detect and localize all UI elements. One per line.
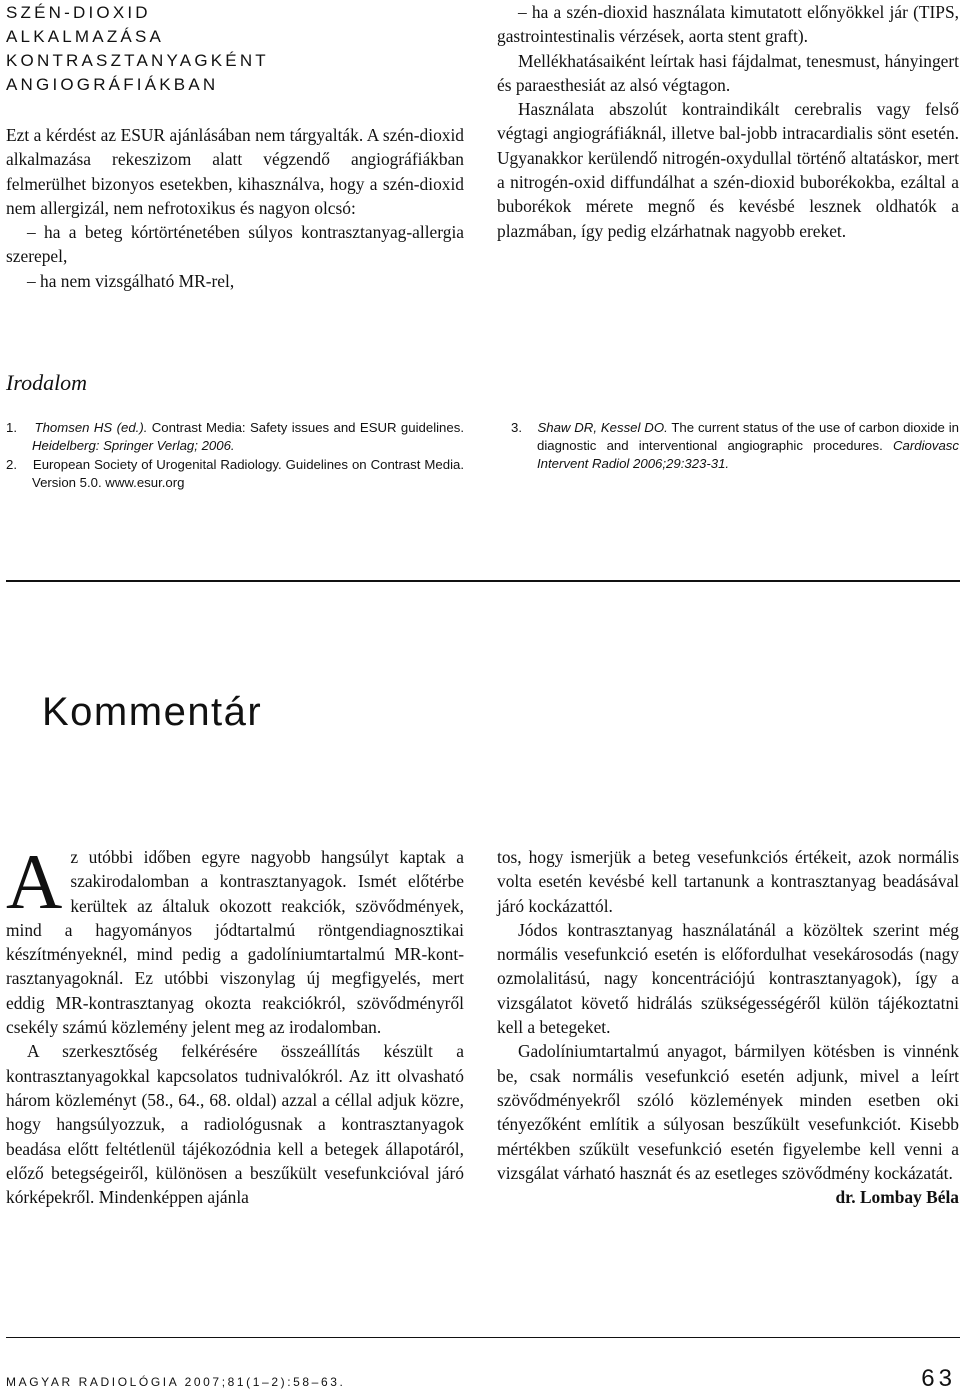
list-item: – ha a beteg kórtörténetében súlyos kontrasztanyag-allergia szerepel, <box>6 222 464 267</box>
section-title <box>6 2 464 96</box>
paragraph: Mellékhatásaiként leírtak hasi fájdalmat, tenesmust, hányingert és paraesthesiát az alsó végtagon. <box>497 50 959 95</box>
paragraph: tos, hogy ismerjük a beteg vesefunkciós értékeit, azok normális volta esetén kevésbé kell tartanunk a kontrasztanyag beadásával járó kockázattól. <box>497 847 959 916</box>
section-title-line: KONTRASZTANYAGKÉNT <box>6 51 269 70</box>
commentary-left-column <box>6 838 464 1209</box>
footer-journal-citation: MAGYAR RADIOLÓGIA 2007;81(1–2):58–63. <box>6 1375 346 1389</box>
paragraph: Ezt a kérdést az ESUR ajánlásában nem tárgyalták. A szén-dioxid alkalmazása rekeszizom alatt végzendő angiográfiákban felmerülhet bizonyos esetekben, kihasználva, hogy a szén-dioxid nem allergizál, nem nefrotoxikus és nagyon olcsó: <box>6 125 464 218</box>
reference-item <box>6 419 464 455</box>
reference-item <box>6 456 464 492</box>
commentary-right-text <box>497 845 959 1209</box>
commentary-right-column <box>497 845 959 1209</box>
section-title-line: ALKALMAZÁSA <box>6 27 165 46</box>
list-item: – ha nem vizsgálható MR-rel, <box>27 270 235 291</box>
paragraph: Használata abszolút kontraindikált cerebralis vagy felső végtagi angiográfiáknál, illetve bal-jobb intracardialis sönt esetén. Ugyanakkor kerülendő nitrogén-oxydullal történő altatáskor, mert a nitrogén-oxid diffundálhat a szén-dioxid buborékokba, ezáltal a buborékok mérete megnő és kevésbé lesznek oldhatók a plazmában, így pedig elzárhatnak nagyobb ereket. <box>497 99 959 241</box>
drop-cap: A <box>6 838 63 925</box>
section-left-column <box>6 0 464 293</box>
reference-title: Contrast Media: Safety issues and ESUR guidelines. <box>151 420 464 435</box>
section-divider <box>6 580 960 582</box>
reference-number: 3. <box>511 420 522 435</box>
section-title-line: SZÉN-DIOXID <box>6 3 151 22</box>
reference-title: The current status of the use of carbon dioxide in diagnostic and interventional angiographic procedures. <box>537 420 960 453</box>
section-title-line: ANGIOGRÁFIÁKBAN <box>6 75 219 94</box>
paragraph-text: z utóbbi időben egyre nagyobb hangsúlyt kaptak a szakirodalomban a kontrasztanyagok. Ismét előtérbe kerültek az általuk okozott reakciók, szövődmények, mind a hagyományos jódtartalmú röntgendiagnosztikai készítményeknél, mind pedig a gadolíniumtartalmú MR-kontrasztanyagoknál. Ez utóbbi viszonylag új megfigyelés, mert eddig MR-kontrasztanyag okozta reakciókról, szövődményről csekély számú közlemény jelent meg az irodalomban. <box>6 847 464 1038</box>
reference-authors: Thomsen HS (ed.). <box>34 420 148 435</box>
footer-divider <box>6 1337 960 1338</box>
reference-item <box>511 419 959 473</box>
commentary-left-text <box>6 838 464 1209</box>
references-left-column <box>6 419 464 493</box>
reference-authors: Shaw DR, Kessel DO. <box>537 420 668 435</box>
page-number: 63 <box>921 1365 956 1392</box>
reference-source: Cardiovasc Intervent Radiol 2006;29:323-31. <box>537 438 959 471</box>
paragraph <box>6 838 464 1039</box>
references-heading: Irodalom <box>6 370 88 395</box>
paragraph: Jódos kontrasztanyag használatánál a közöltek szerint még normális vesefunkció esetén is előfordulhat vesekárosodás (nagy ozmolalitású, nagy koncentrációjú kontrasztanyagok), így a vizsgálatot követő hidrálás szükségességéről külön tájékoztatni kell a betegeket. <box>497 919 959 1038</box>
section-left-text <box>6 123 464 293</box>
references-right-column <box>511 419 959 474</box>
list-item: – ha a szén-dioxid használata kimutatott előnyökkel jár (TIPS, gastrointestinalis vérzések, aorta stent graft). <box>497 2 959 47</box>
reference-number: 1. <box>6 420 17 435</box>
reference-source: Heidelberg: Springer Verlag; 2006. <box>32 438 235 453</box>
reference-title: European Society of Urogenital Radiology. Guidelines on Contrast Media. Version 5.0. www.esur.org <box>32 457 464 490</box>
commentary-heading: Kommentár <box>42 690 263 734</box>
paragraph: A szerkesztőség felkérésére összeállítás készült a kontrasztanyagokkal kapcsolatos tudnivalókról. Az itt olvasható három közleményt (58., 64., 68. oldal) azzal a céllal adjuk közre, hogy hangsúlyozzuk, a radiológusnak a kontrasztanyagok beadása előtt feltétlenül tájékozódnia kell a betegek állapotáról, előző betegségeiről, különösen a beszűkült vesefunkcióval járó kórképekről. Mindenképpen ajánla <box>6 1041 464 1208</box>
author-signature: dr. Lombay Béla <box>835 1187 959 1208</box>
section-right-text <box>497 0 959 243</box>
paragraph: Gadolíniumtartalmú anyagot, bármilyen kötésben is vinnénk be, csak normális vesefunkció esetén adjunk, mivel a leírt szövődményekről szóló közlemények minden esetben oki tényezőként említik a súlyosan beszűkült vesefunkciót. Kisebb mértékben szűkült vesefunkció esetén figyelembe kell venni a vizsgálat várható hasznát és az esetleges szövődmény kockázatát. <box>497 1041 959 1183</box>
reference-number: 2. <box>6 457 17 472</box>
section-right-column <box>497 0 959 243</box>
